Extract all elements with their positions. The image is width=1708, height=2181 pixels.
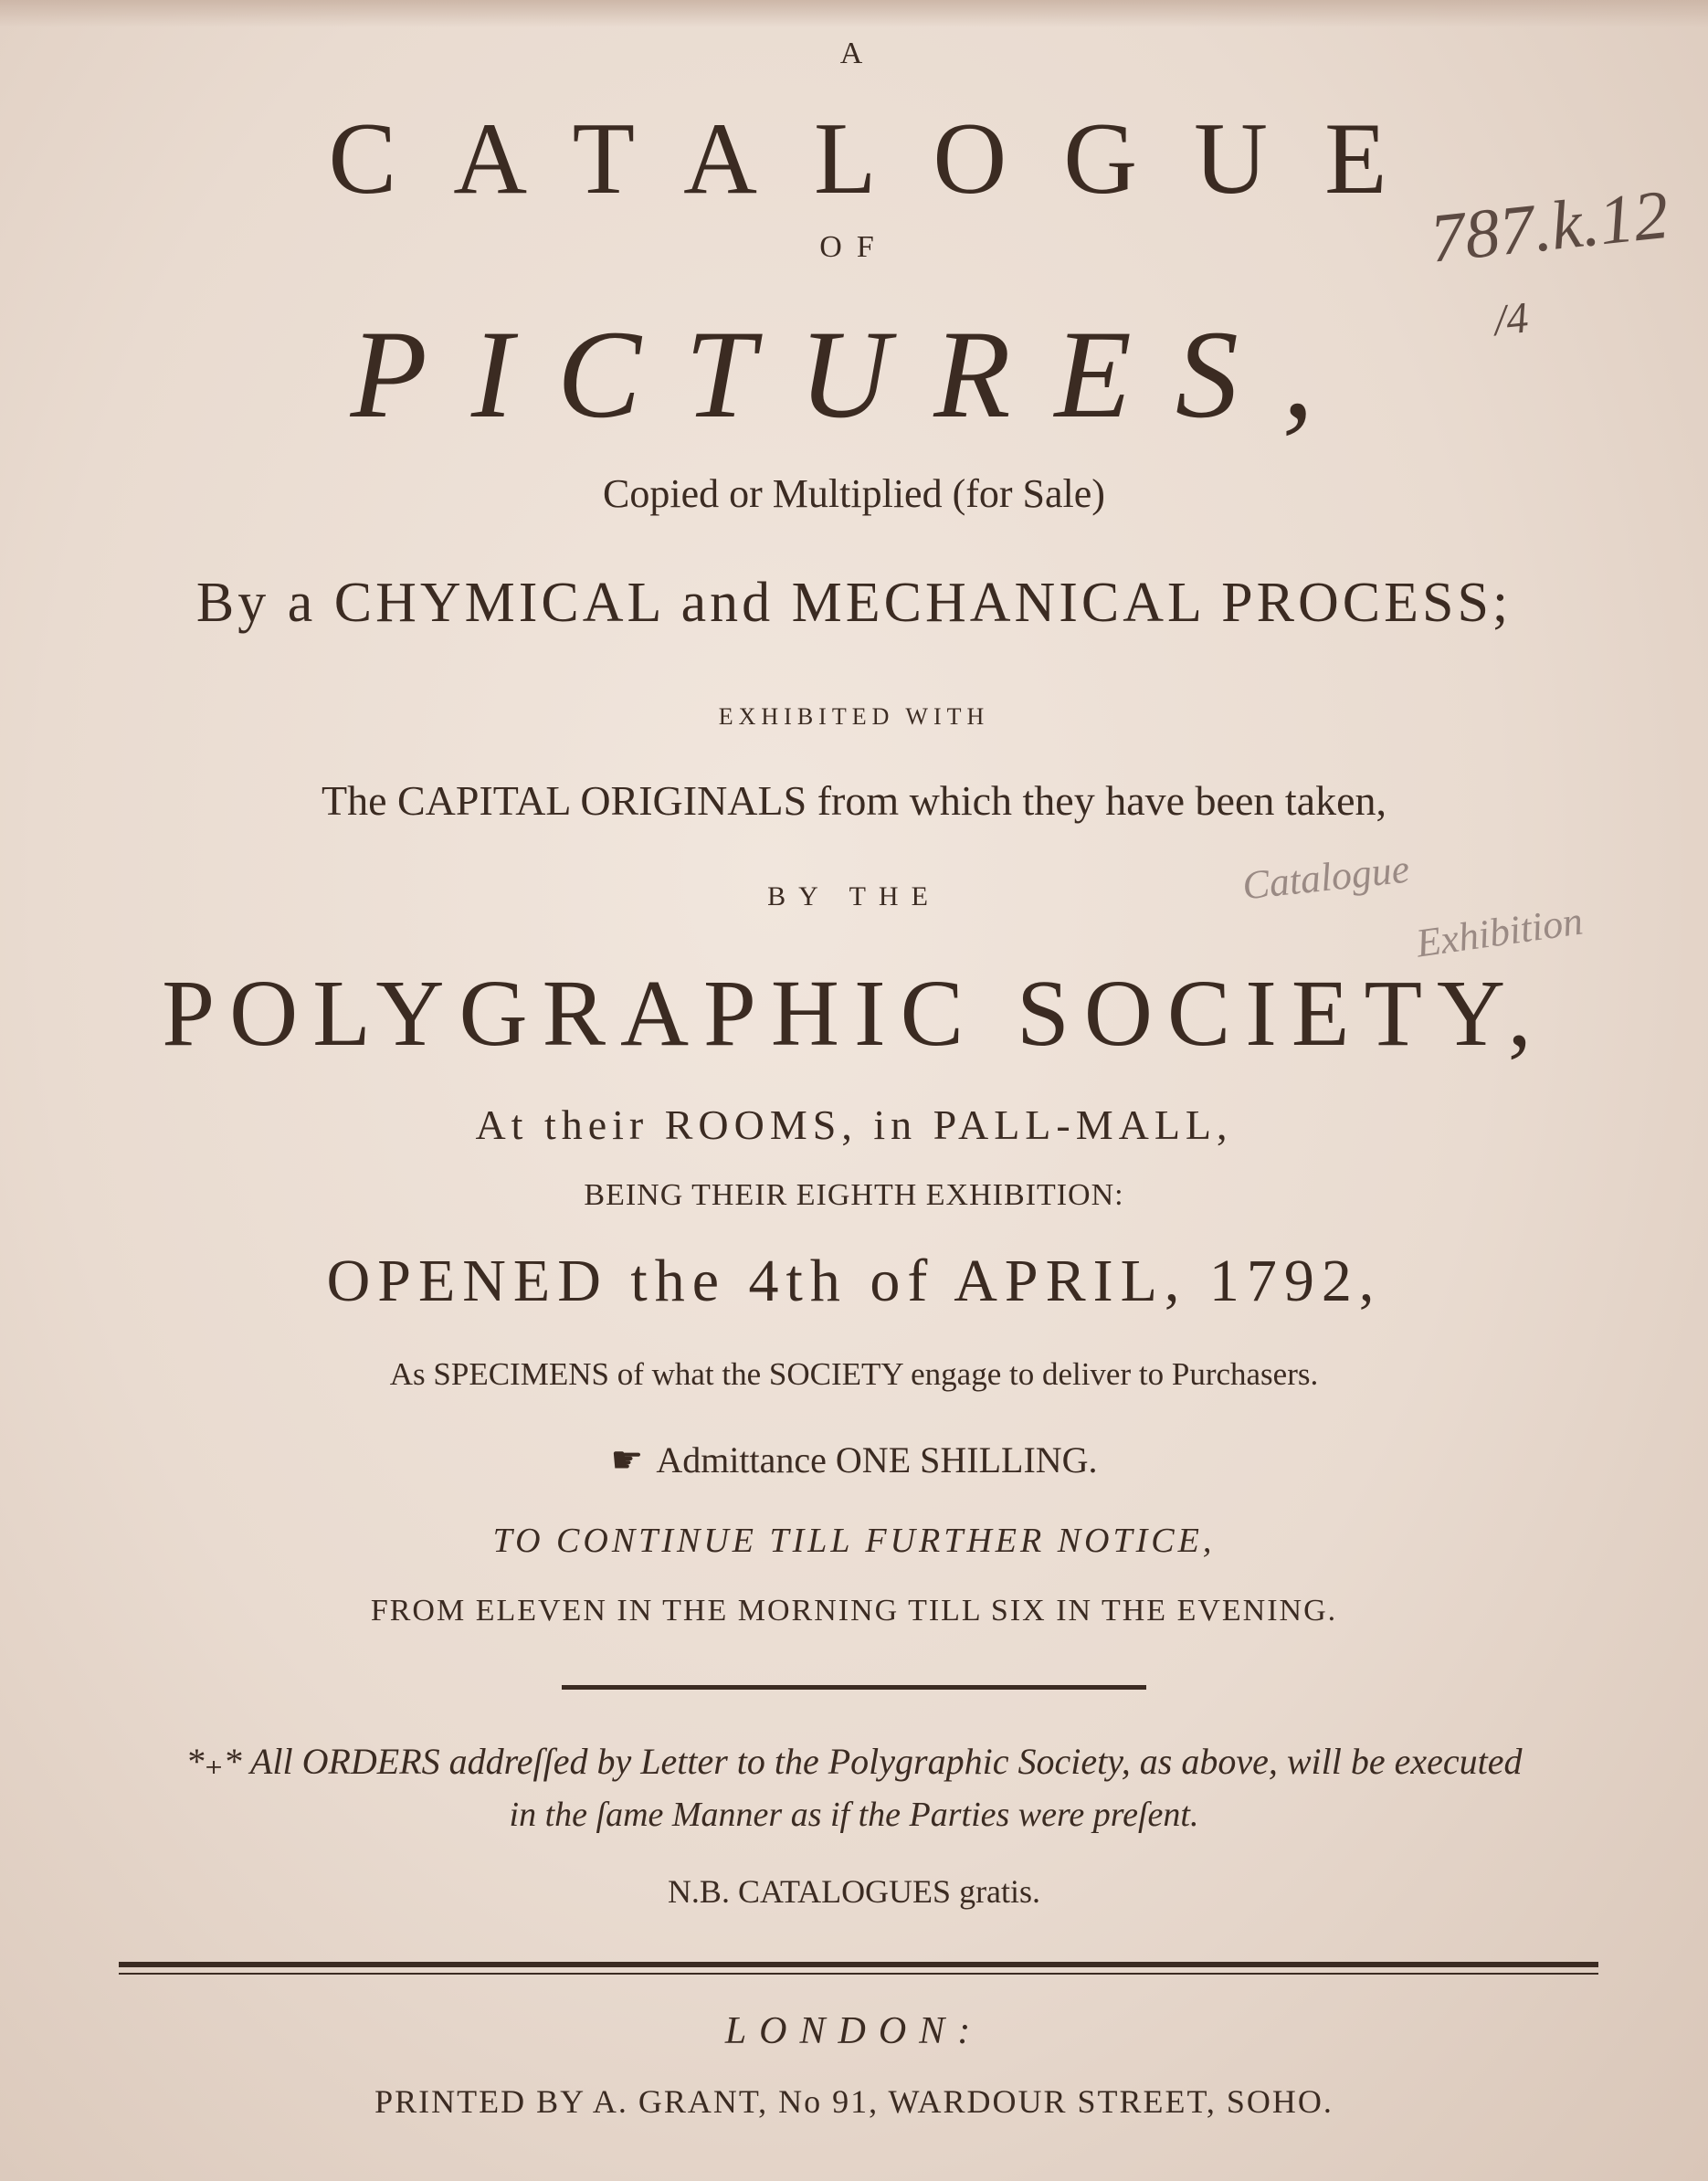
heading-catalogue: CATALOGUE xyxy=(328,102,1444,216)
double-rule-thick xyxy=(119,1962,1598,1967)
capital-originals: The CAPITAL ORIGINALS from which they have been taken, xyxy=(321,777,1387,824)
orders-note-line1: *₊* All ORDERS addreſſed by Letter to the Polygraphic Society, as above, will be executed xyxy=(185,1741,1523,1782)
exhibited-with: EXHIBITED WITH xyxy=(718,703,990,730)
heading-a: A xyxy=(839,37,869,70)
shelfmark-sub: /4 xyxy=(1492,293,1531,345)
shelfmark-text: 787.k.12 xyxy=(1426,175,1672,278)
divider-rule xyxy=(562,1685,1146,1690)
handwritten-note-catalogue: Catalogue xyxy=(1239,846,1412,909)
heading-pictures: PICTURES, xyxy=(350,304,1358,444)
imprint-printer: PRINTED BY A. GRANT, No 91, WARDOUR STREET, SOHO. xyxy=(374,2083,1334,2120)
subtitle-process: By a CHYMICAL and MECHANICAL PROCESS; xyxy=(195,572,1513,634)
double-rule-thin xyxy=(119,1973,1598,1975)
specimens-line: As SPECIMENS of what the SOCIETY engage to deliver to Purchasers. xyxy=(389,1356,1319,1392)
handwritten-note-exhibition: Exhibition xyxy=(1413,898,1586,966)
orders-note-line2: in the ſame Manner as if the Parties were preſent. xyxy=(509,1796,1199,1834)
nb-catalogues: N.B. CATALOGUES gratis. xyxy=(667,1873,1041,1910)
admittance-text: Admittance ONE SHILLING. xyxy=(656,1439,1098,1480)
continue-notice: TO CONTINUE TILL FURTHER NOTICE, xyxy=(492,1522,1216,1560)
admittance-line xyxy=(0,1438,1708,1481)
subtitle-copied: Copied or Multiplied (for Sale) xyxy=(603,471,1105,516)
rooms-location: At their ROOMS, in PALL-MALL, xyxy=(475,1101,1233,1148)
pointing-hand-icon: ☛ xyxy=(610,1439,644,1480)
heading-of: OF xyxy=(819,230,889,264)
imprint-city: LONDON: xyxy=(724,2010,984,2052)
opening-hours: FROM ELEVEN IN THE MORNING TILL SIX IN THE EVENING. xyxy=(370,1594,1338,1628)
opened-date: OPENED the 4th of APRIL, 1792, xyxy=(326,1248,1382,1314)
by-the: BY THE xyxy=(767,881,941,911)
page-edge xyxy=(0,0,1708,27)
society-name: POLYGRAPHIC SOCIETY, xyxy=(162,961,1546,1066)
shelfmark-annotation xyxy=(1427,175,1681,358)
eighth-exhibition: BEING THEIR EIGHTH EXHIBITION: xyxy=(584,1178,1124,1212)
